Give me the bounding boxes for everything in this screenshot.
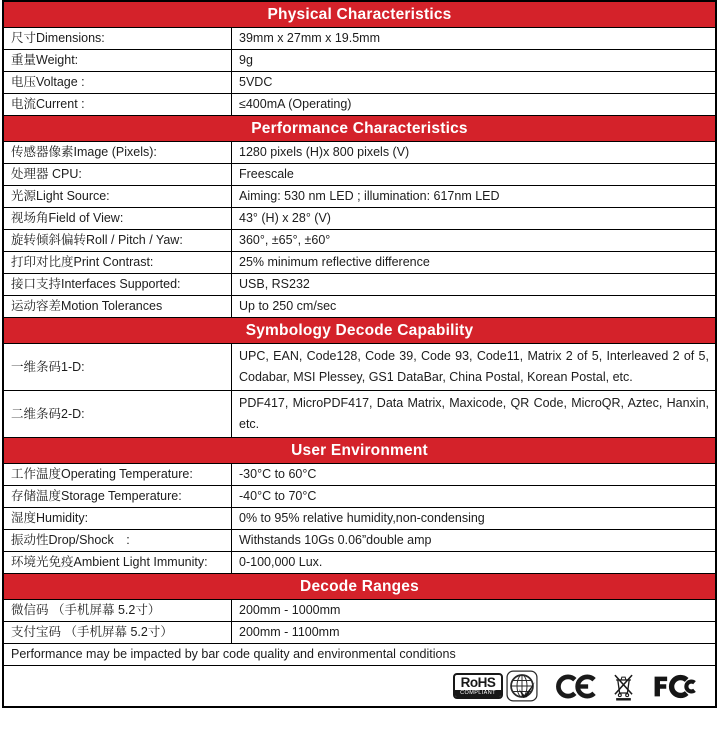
spec-label: 环境光免疫Ambient Light Immunity: [4,552,232,573]
section-header: Performance Characteristics [4,116,715,142]
weee-bin-icon [612,671,635,702]
rohs-logo [453,670,538,702]
spec-value: 25% minimum reflective difference [239,255,430,269]
spec-value: Aiming: 530 nm LED ; illumination: 617nm LED [239,189,500,203]
certification-logos-row [4,666,715,706]
spec-row [4,274,715,296]
spec-label: 支付宝码 （手机屏幕 5.2寸） [4,622,232,643]
spec-value: 360°, ±65°, ±60° [239,233,331,247]
spec-row [4,142,715,164]
spec-value: 43° (H) x 28° (V) [239,211,331,225]
spec-value: 200mm - 1000mm [239,603,341,617]
spec-row [4,296,715,318]
fcc-logo-icon [651,672,703,701]
spec-value: Withstands 10Gs 0.06”double amp [239,533,432,547]
spec-label: 视场角Field of View: [4,208,232,229]
section-header: User Environment [4,438,715,464]
spec-row [4,344,715,391]
section-header: Symbology Decode Capability [4,318,715,344]
spec-label: 接口支持Interfaces Supported: [4,274,232,295]
rohs-compliant-label: COMPLIANT [455,690,501,697]
spec-value: 1280 pixels (H)x 800 pixels (V) [239,145,410,159]
spec-value: 0% to 95% relative humidity,non-condensing [239,511,485,525]
spec-label: 旋转倾斜偏转Roll / Pitch / Yaw: [4,230,232,251]
spec-row [4,50,715,72]
spec-label: 微信码 （手机屏幕 5.2寸） [4,600,232,621]
spec-row [4,208,715,230]
spec-value: 0-100,000 Lux. [239,555,323,569]
spec-row [4,622,715,644]
section-header: Physical Characteristics [4,2,715,28]
spec-label: 重量Weight: [4,50,232,71]
spec-table [2,0,717,708]
ce-mark-icon [554,673,596,700]
spec-label: 存储温度Storage Temperature: [4,486,232,507]
spec-label: 二维条码2-D: [4,391,232,437]
spec-label: 电压Voltage : [4,72,232,93]
spec-row [4,391,715,438]
spec-value: 5VDC [239,75,273,89]
spec-row [4,552,715,574]
spec-row [4,464,715,486]
rohs-label: RoHS [460,675,496,690]
spec-row [4,186,715,208]
spec-row [4,600,715,622]
spec-row [4,230,715,252]
spec-value: -40°C to 70°C [239,489,317,503]
spec-value: 9g [239,53,253,67]
spec-value: 39mm x 27mm x 19.5mm [239,31,381,45]
spec-row [4,72,715,94]
spec-row [4,530,715,552]
spec-label: 光源Light Source: [4,186,232,207]
spec-row [4,252,715,274]
spec-label: 电流Current : [4,94,232,115]
spec-label: 处理器 CPU: [4,164,232,185]
spec-label: 振动性Drop/Shock : [4,530,232,551]
section-header: Decode Ranges [4,574,715,600]
spec-value: -30°C to 60°C [239,467,317,481]
spec-label: 打印对比度Print Contrast: [4,252,232,273]
spec-value: 200mm - 1100mm [239,625,340,639]
spec-label: 传感器像素Image (Pixels): [4,142,232,163]
spec-value: ≤400mA (Operating) [239,97,352,111]
spec-label: 湿度Humidity: [4,508,232,529]
spec-row [4,94,715,116]
footer-note-row [4,644,715,666]
spec-label: 一维条码1-D: [4,344,232,390]
footer-note: Performance may be impacted by bar code quality and environmental conditions [11,647,456,661]
spec-row [4,28,715,50]
spec-row [4,164,715,186]
spec-value: USB, RS232 [239,277,310,291]
spec-row [4,486,715,508]
spec-label: 尺寸Dimensions: [4,28,232,49]
rohs-badge [453,673,503,699]
spec-label: 运动容差Motion Tolerances [4,296,232,317]
spec-value: Up to 250 cm/sec [239,299,337,313]
globe-check-icon [506,670,538,702]
spec-row [4,508,715,530]
spec-value: Freescale [239,167,294,181]
spec-sections [4,2,715,644]
spec-value: PDF417, MicroPDF417, Data Matrix, Maxicode, QR Code, MicroQR, Aztec, Hanxin, etc. [239,396,709,431]
spec-value: UPC, EAN, Code128, Code 39, Code 93, Code11, Matrix 2 of 5, Interleaved 2 of 5, Codabar, MSI Plessey, GS1 DataBar, China Postal, Korean Postal, etc. [239,349,709,384]
spec-label: 工作温度Operating Temperature: [4,464,232,485]
